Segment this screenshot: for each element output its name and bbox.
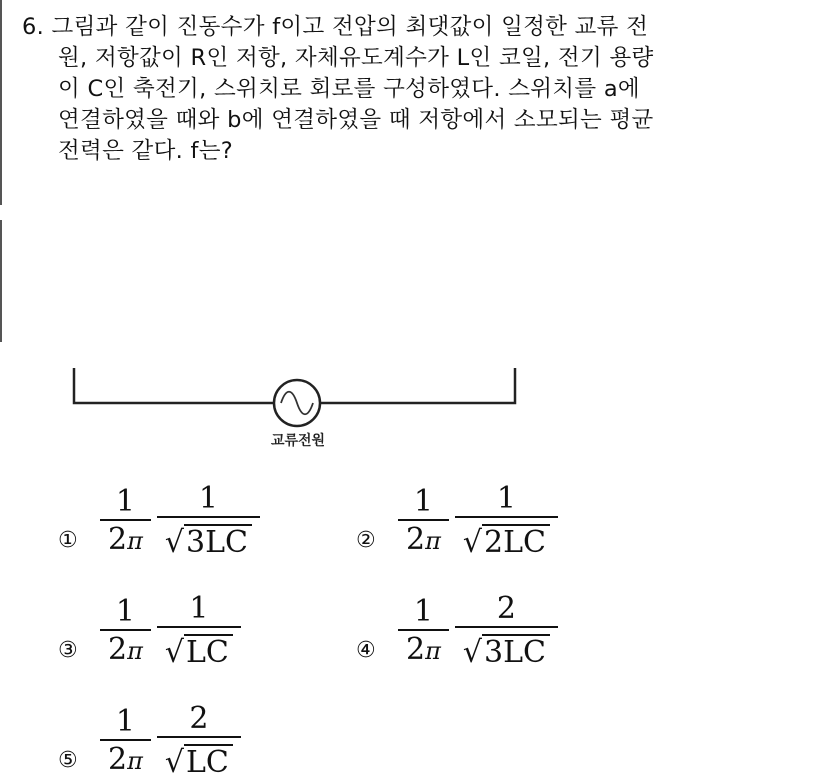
pi-symbol: π <box>425 526 441 555</box>
numerator: 1 <box>198 481 218 516</box>
circuit-diagram <box>0 360 826 430</box>
option-number: ① <box>58 527 78 553</box>
option-3[interactable] <box>58 592 247 670</box>
den-value: 2 <box>108 521 128 557</box>
radicand: 3LC <box>482 634 550 670</box>
left-border-line-bottom <box>0 220 2 342</box>
numerator: 1 <box>413 593 433 629</box>
pi-symbol: π <box>127 746 143 775</box>
sqrt-denominator <box>455 516 558 560</box>
numerator: 1 <box>189 591 209 626</box>
numerator: 1 <box>115 483 135 519</box>
sqrt-icon: √ <box>164 635 184 670</box>
sqrt-denominator <box>157 626 241 670</box>
option-number: ⑤ <box>58 747 78 773</box>
denominator <box>398 519 449 558</box>
option-1[interactable] <box>58 482 266 560</box>
fraction-over-sqrt <box>157 702 241 780</box>
option-4[interactable] <box>356 592 564 670</box>
radicand: 3LC <box>184 524 252 560</box>
den-value: 2 <box>406 631 426 667</box>
fraction-over-sqrt <box>157 482 260 560</box>
fraction-over-sqrt <box>455 592 558 670</box>
question-number: 6. <box>22 14 45 40</box>
option-2[interactable] <box>356 482 564 560</box>
den-value: 2 <box>406 521 426 557</box>
left-border-line-top <box>0 0 2 205</box>
sqrt-icon: √ <box>164 745 184 780</box>
sqrt-denominator <box>157 736 241 780</box>
pi-symbol: π <box>425 636 441 665</box>
denominator <box>100 519 151 558</box>
fraction-over-sqrt <box>455 482 558 560</box>
question-line-1 <box>22 12 812 43</box>
option-number: ③ <box>58 637 78 663</box>
sqrt-icon: √ <box>462 525 482 560</box>
question-line-3: 이 C인 축전기, 스위치로 회로를 구성하였다. 스위치를 a에 <box>58 76 640 102</box>
option-number: ④ <box>356 637 376 663</box>
question-text <box>22 12 812 167</box>
sqrt-denominator <box>455 626 558 670</box>
den-value: 2 <box>108 741 128 777</box>
numerator: 1 <box>496 481 516 516</box>
denominator <box>100 629 151 668</box>
fraction-1-over-2pi <box>100 595 151 668</box>
question-line-2: 원, 저항값이 R인 저항, 자체유도계수가 L인 코일, 전기 용량 <box>58 45 654 71</box>
question-line-text: 그림과 같이 진동수가 f이고 전압의 최댓값이 일정한 교류 전 <box>51 14 649 40</box>
pi-symbol: π <box>127 526 143 555</box>
numerator: 2 <box>189 701 209 736</box>
fraction-1-over-2pi <box>398 595 449 668</box>
fraction-1-over-2pi <box>100 705 151 778</box>
radicand: LC <box>184 634 233 670</box>
sqrt-denominator <box>157 516 260 560</box>
numerator: 1 <box>115 703 135 739</box>
fraction-1-over-2pi <box>100 485 151 558</box>
ac-source-label: 교류전원 <box>270 433 326 449</box>
pi-symbol: π <box>127 636 143 665</box>
numerator: 1 <box>413 483 433 519</box>
fraction-over-sqrt <box>157 592 241 670</box>
sqrt-icon: √ <box>462 635 482 670</box>
den-value: 2 <box>108 631 128 667</box>
denominator <box>398 629 449 668</box>
ac-source-icon <box>274 380 320 426</box>
option-5[interactable] <box>58 702 247 780</box>
radicand: LC <box>184 744 233 780</box>
sqrt-icon: √ <box>164 525 184 560</box>
option-number: ② <box>356 527 376 553</box>
question-line-4: 연결하였을 때와 b에 연결하였을 때 저항에서 소모되는 평균 <box>58 107 654 133</box>
numerator: 1 <box>115 593 135 629</box>
question-line-5: 전력은 같다. f는? <box>58 138 234 164</box>
denominator <box>100 739 151 778</box>
radicand: 2LC <box>482 524 550 560</box>
fraction-1-over-2pi <box>398 485 449 558</box>
numerator: 2 <box>496 591 516 626</box>
